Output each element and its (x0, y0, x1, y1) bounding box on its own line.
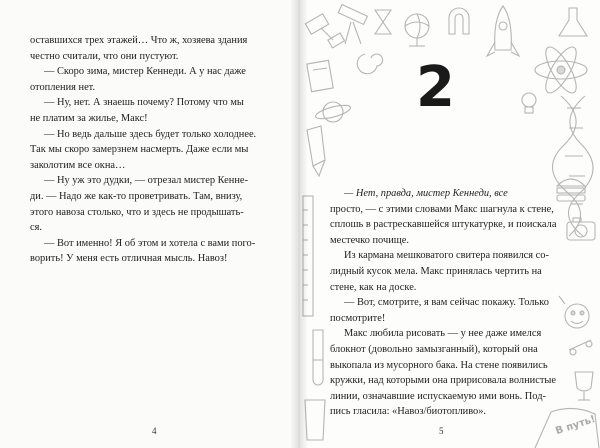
book-icon (307, 60, 334, 91)
text-line: — Вот, смотрите, я вам сейчас покажу. Только (344, 297, 549, 309)
text-line: — Но ведь дальше здесь будет только холоднее. (44, 128, 257, 140)
globe-icon (405, 14, 429, 46)
text-line: посмотрите! (330, 312, 386, 324)
hourglass-icon (375, 10, 391, 34)
atom-icon (535, 43, 587, 97)
text-line: местечко почище. (330, 234, 409, 246)
pencil-icon (307, 126, 325, 176)
page-number-right: 5 (439, 426, 444, 436)
text-line: Так мы скоро замерзнем насмерть. Даже если мы (30, 144, 249, 156)
text-line: стене, как на доске. (330, 281, 417, 293)
text-line-italic: — Нет, правда, мистер Кеннеди, все (344, 188, 508, 199)
text-line: Из кармана мешковатого свитера появился со- (344, 250, 549, 262)
right-page (299, 0, 600, 448)
rocket-icon (487, 6, 519, 56)
text-line: лидный кусок мела. Макс принялась чертить на (330, 265, 542, 277)
text-line: кружки, над которыми она пририсовала волнистые (330, 375, 556, 387)
satellite-icon (305, 14, 344, 48)
page-number-left: 4 (152, 426, 157, 436)
chapter-number: 2 (416, 55, 455, 120)
text-line: честно считали, что они пустуют. (30, 50, 179, 62)
left-page-text (30, 33, 266, 267)
spiral-icon (357, 54, 382, 74)
text-line: просто, — с этими словами Макс шагнула к стене, (330, 203, 554, 215)
planet-icon (314, 102, 351, 122)
light-bulb-icon (522, 93, 536, 113)
test-tube-icon (313, 330, 323, 385)
text-line: — Ну, нет. А знаешь почему? Потому что мы (44, 97, 244, 109)
text-line: линии, означавшие испускаемую ими вонь. Под- (330, 390, 546, 402)
text-line: ди. — Надо же как-то проветривать. Там, внизу, (30, 190, 243, 202)
left-page (0, 0, 297, 448)
text-line: ся. (30, 222, 42, 234)
text-line: — Скоро зима, мистер Кеннеди. А у нас даже (44, 66, 246, 78)
text-line: Макс любила рисовать — у нее даже имелся (344, 328, 542, 340)
corner-sign-label: В путь! (554, 413, 597, 438)
text-line: — Вот именно! Я об этом и хотела с вами пого- (44, 237, 256, 249)
text-line: этого навоза столько, что и здесь не продышать- (30, 206, 244, 218)
text-line: ворить! У меня есть отличная мысль. Навоз! (30, 253, 228, 265)
text-line: пись гласила: «Навоз/биотопливо». (330, 406, 487, 418)
trophy-icon (575, 372, 593, 400)
text-line: оставшихся трех этажей… Что ж, хозяева здания (30, 35, 248, 46)
text-line: — Ну уж это дудки, — отрезал мистер Кенне- (44, 175, 248, 187)
magnet-icon (449, 8, 469, 34)
text-line: заколотим все окна… (30, 159, 126, 171)
text-line: отопления нет. (30, 81, 96, 93)
text-line: выкопала из мусорного бака. На стене появились (330, 359, 548, 371)
flask-icon (559, 8, 587, 36)
text-line: блокнот (довольно замызганный), который она (330, 343, 538, 355)
text-line: сплошь в растрескавшейся штукатурке, и поискала (330, 219, 557, 231)
right-page-text (330, 186, 576, 420)
text-line: не платим за жилье, Макс! (30, 112, 148, 124)
beaker-icon (305, 400, 325, 440)
book-gutter (290, 0, 308, 448)
